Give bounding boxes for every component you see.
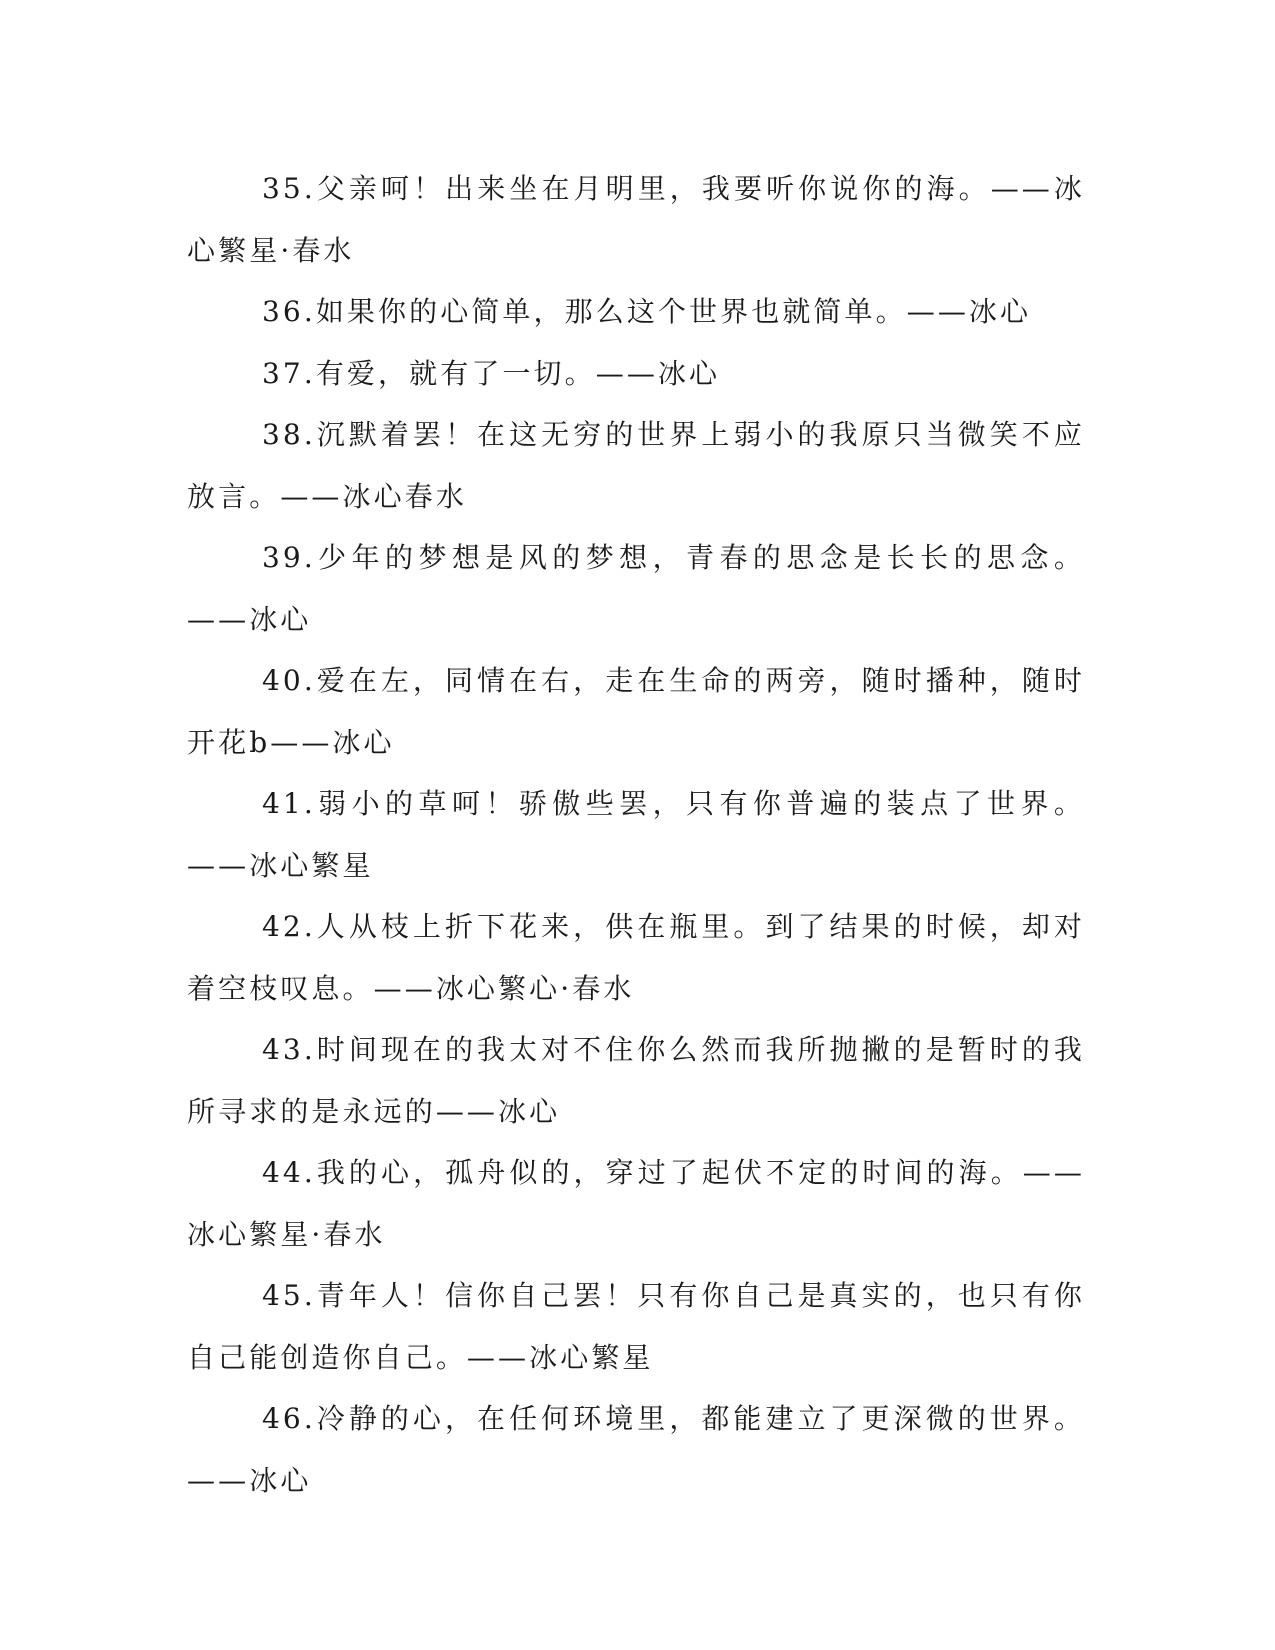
paragraph-line: 41.弱小的草呵！骄傲些罢，只有你普遍的装点了世界。——冰心 xyxy=(187,787,1085,882)
paragraph-line: 40.爱在左，同情在右，走在生命的两旁，随时播种，随时开花 xyxy=(187,664,1085,759)
quote-paragraph-35 xyxy=(187,158,1085,281)
paragraph-line: 37.有爱，就有了一切。——冰心 xyxy=(262,356,721,390)
paragraph-line: 46.冷静的心，在任何环境里，都能建立了更深微的世界。——冰 xyxy=(187,1402,1085,1497)
paragraph-line: 36.如果你的心简单，那么这个世界也就简单。——冰心 xyxy=(262,295,1032,328)
paragraph-line: 心 xyxy=(280,1463,312,1497)
paragraph-line: ·春水 xyxy=(280,233,355,267)
quote-paragraph-44 xyxy=(187,1142,1085,1265)
quote-paragraph-46 xyxy=(187,1388,1085,1511)
paragraph-line: 叹息。——冰心繁心·春水 xyxy=(280,971,635,1005)
paragraph-line: ——冰心春水 xyxy=(280,479,467,513)
quote-paragraph-37 xyxy=(187,343,1085,405)
paragraph-line: 38.沉默着罢！在这无穷的世界上弱小的我原只当微笑不应放言。 xyxy=(187,418,1085,513)
paragraph-line: 39.少年的梦想是风的梦想，青春的思念是长长的思念。——冰心 xyxy=(187,541,1085,636)
quote-paragraph-40 xyxy=(187,650,1085,773)
quote-paragraph-45 xyxy=(187,1265,1085,1388)
quote-paragraph-42 xyxy=(187,896,1085,1019)
paragraph-line: 44.我的心，孤舟似的，穿过了起伏不定的时间的海。——冰心繁 xyxy=(187,1156,1085,1251)
paragraph-line: 35.父亲呵！出来坐在月明里，我要听你说你的海。——冰心繁星 xyxy=(187,172,1085,267)
paragraph-line: 星·春水 xyxy=(280,1217,386,1251)
quote-paragraph-43 xyxy=(187,1019,1085,1142)
paragraph-line: 的是永远的——冰心 xyxy=(280,1094,561,1128)
quote-paragraph-36 xyxy=(187,281,1085,343)
document-body xyxy=(187,158,1085,1511)
quote-paragraph-38 xyxy=(187,404,1085,527)
paragraph-line: 45.青年人！信你自己罢！只有你自己是真实的，也只有你自己能 xyxy=(187,1279,1085,1374)
paragraph-line: 创造你自己。——冰心繁星 xyxy=(280,1340,654,1374)
paragraph-line: 繁星 xyxy=(311,848,374,882)
paragraph-line: b——冰心 xyxy=(249,725,395,759)
quote-paragraph-41 xyxy=(187,773,1085,896)
paragraph-line: 42.人从枝上折下花来，供在瓶里。到了结果的时候，却对着空枝 xyxy=(187,910,1085,1005)
quote-paragraph-39 xyxy=(187,527,1085,650)
paragraph-line: 43.时间现在的我太对不住你么然而我所抛撇的是暂时的我所寻求 xyxy=(187,1033,1085,1128)
